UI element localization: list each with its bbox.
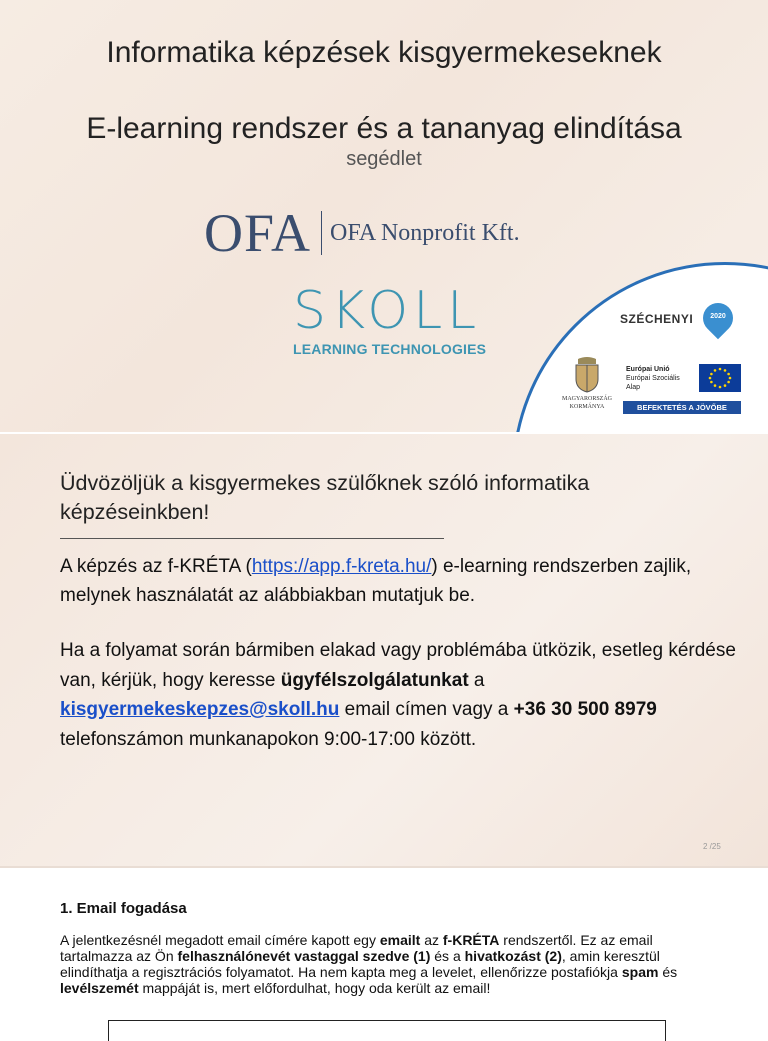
intro-text: A képzés az f-KRÉTA ( [60, 556, 252, 577]
ofa-name: OFA Nonprofit Kft. [330, 219, 520, 246]
step-bold: f-KRÉTA [442, 932, 500, 948]
skoll-tagline: LEARNING TECHNOLOGIES [293, 341, 487, 357]
ofa-logo [204, 202, 520, 264]
szechenyi-label: SZÉCHENYI [620, 312, 694, 326]
step-text: és a [430, 948, 465, 964]
step-bold: felhasználónevét vastaggal szedve (1) [177, 948, 431, 964]
ofa-logo-mark: OFA [204, 203, 312, 263]
support-paragraph [60, 636, 750, 754]
heading-divider [60, 538, 444, 539]
hungarian-crest-icon [572, 355, 602, 393]
eu-line2: Európai Szociális [626, 375, 680, 382]
support-email-link[interactable]: kisgyermekeskepzes@skoll.hu [60, 699, 340, 720]
step-bold: hivatkozást (2) [464, 948, 562, 964]
step-text: és [658, 964, 678, 980]
step-bold: levélszemét [60, 980, 139, 996]
invest-banner: BEFEKTETÉS A JÖVŐBE [623, 401, 741, 414]
support-text-c: telefonszámon munkanapokon 9:00-17:00 között. [60, 728, 477, 750]
szechenyi-year: 2020 [710, 313, 726, 320]
email-screenshot-frame [108, 1020, 666, 1041]
step-bold: emailt [379, 932, 421, 948]
title-slide [0, 0, 768, 432]
kreta-link[interactable]: https://app.f-kreta.hu/ [251, 556, 432, 577]
skoll-logo-mark: SKOLL [293, 281, 482, 341]
support-text-b: email címen vagy a [339, 699, 514, 720]
eu-line3: Alap [626, 384, 641, 391]
intro-paragraph [60, 552, 740, 610]
skoll-logo [293, 283, 486, 357]
subtitle: segédlet [346, 148, 422, 170]
page-number: 2 /25 [703, 842, 721, 851]
support-phone: +36 30 500 8979 [513, 699, 657, 720]
step-bold: spam [621, 964, 659, 980]
eu-flag-icon [699, 364, 741, 392]
title-line1: Informatika képzések kisgyermekeseknek [106, 36, 662, 69]
support-text: Ha a folyamat során bármiben elakad vagy problémába ütközik, esetleg kérdése van, kérjük, hogy keresse [60, 640, 736, 691]
ofa-divider [321, 211, 322, 255]
step-paragraph [60, 932, 710, 996]
intro-text-cont: ) e-learning rendszerben zajlik, melynek használatát az alábbiakban mutatjuk be. [60, 556, 692, 606]
title-line2: E-learning rendszer és a tananyag elindítása [86, 112, 682, 145]
eu-line1: Európai Unió [626, 366, 670, 373]
support-bold: ügyfélszolgálatunkat [280, 669, 469, 691]
step-text: az [420, 932, 443, 948]
step-text: , amin keresztül elindíthatja a regisztrációs folyamatot. Ha nem kapta meg a levelet, ellenőrizze postafiókja [60, 948, 660, 980]
step-heading: 1. Email fogadása [60, 900, 187, 917]
step-text: A jelentkezésnél megadott email címére kapott egy [60, 932, 380, 948]
support-text-a: a [468, 669, 485, 691]
welcome-heading: Üdvözöljük a kisgyermekes szülőknek szóló informatika képzéseinkben! [60, 471, 590, 524]
step-text: mappáját is, mert előfordulhat, hogy oda került az email! [138, 980, 491, 996]
step-text: rendszertől. Ez az email tartalmazza az Ön [60, 932, 653, 964]
government-label: MAGYARORSZÁG KORMÁNYA [561, 396, 612, 410]
eu-label [626, 365, 680, 392]
